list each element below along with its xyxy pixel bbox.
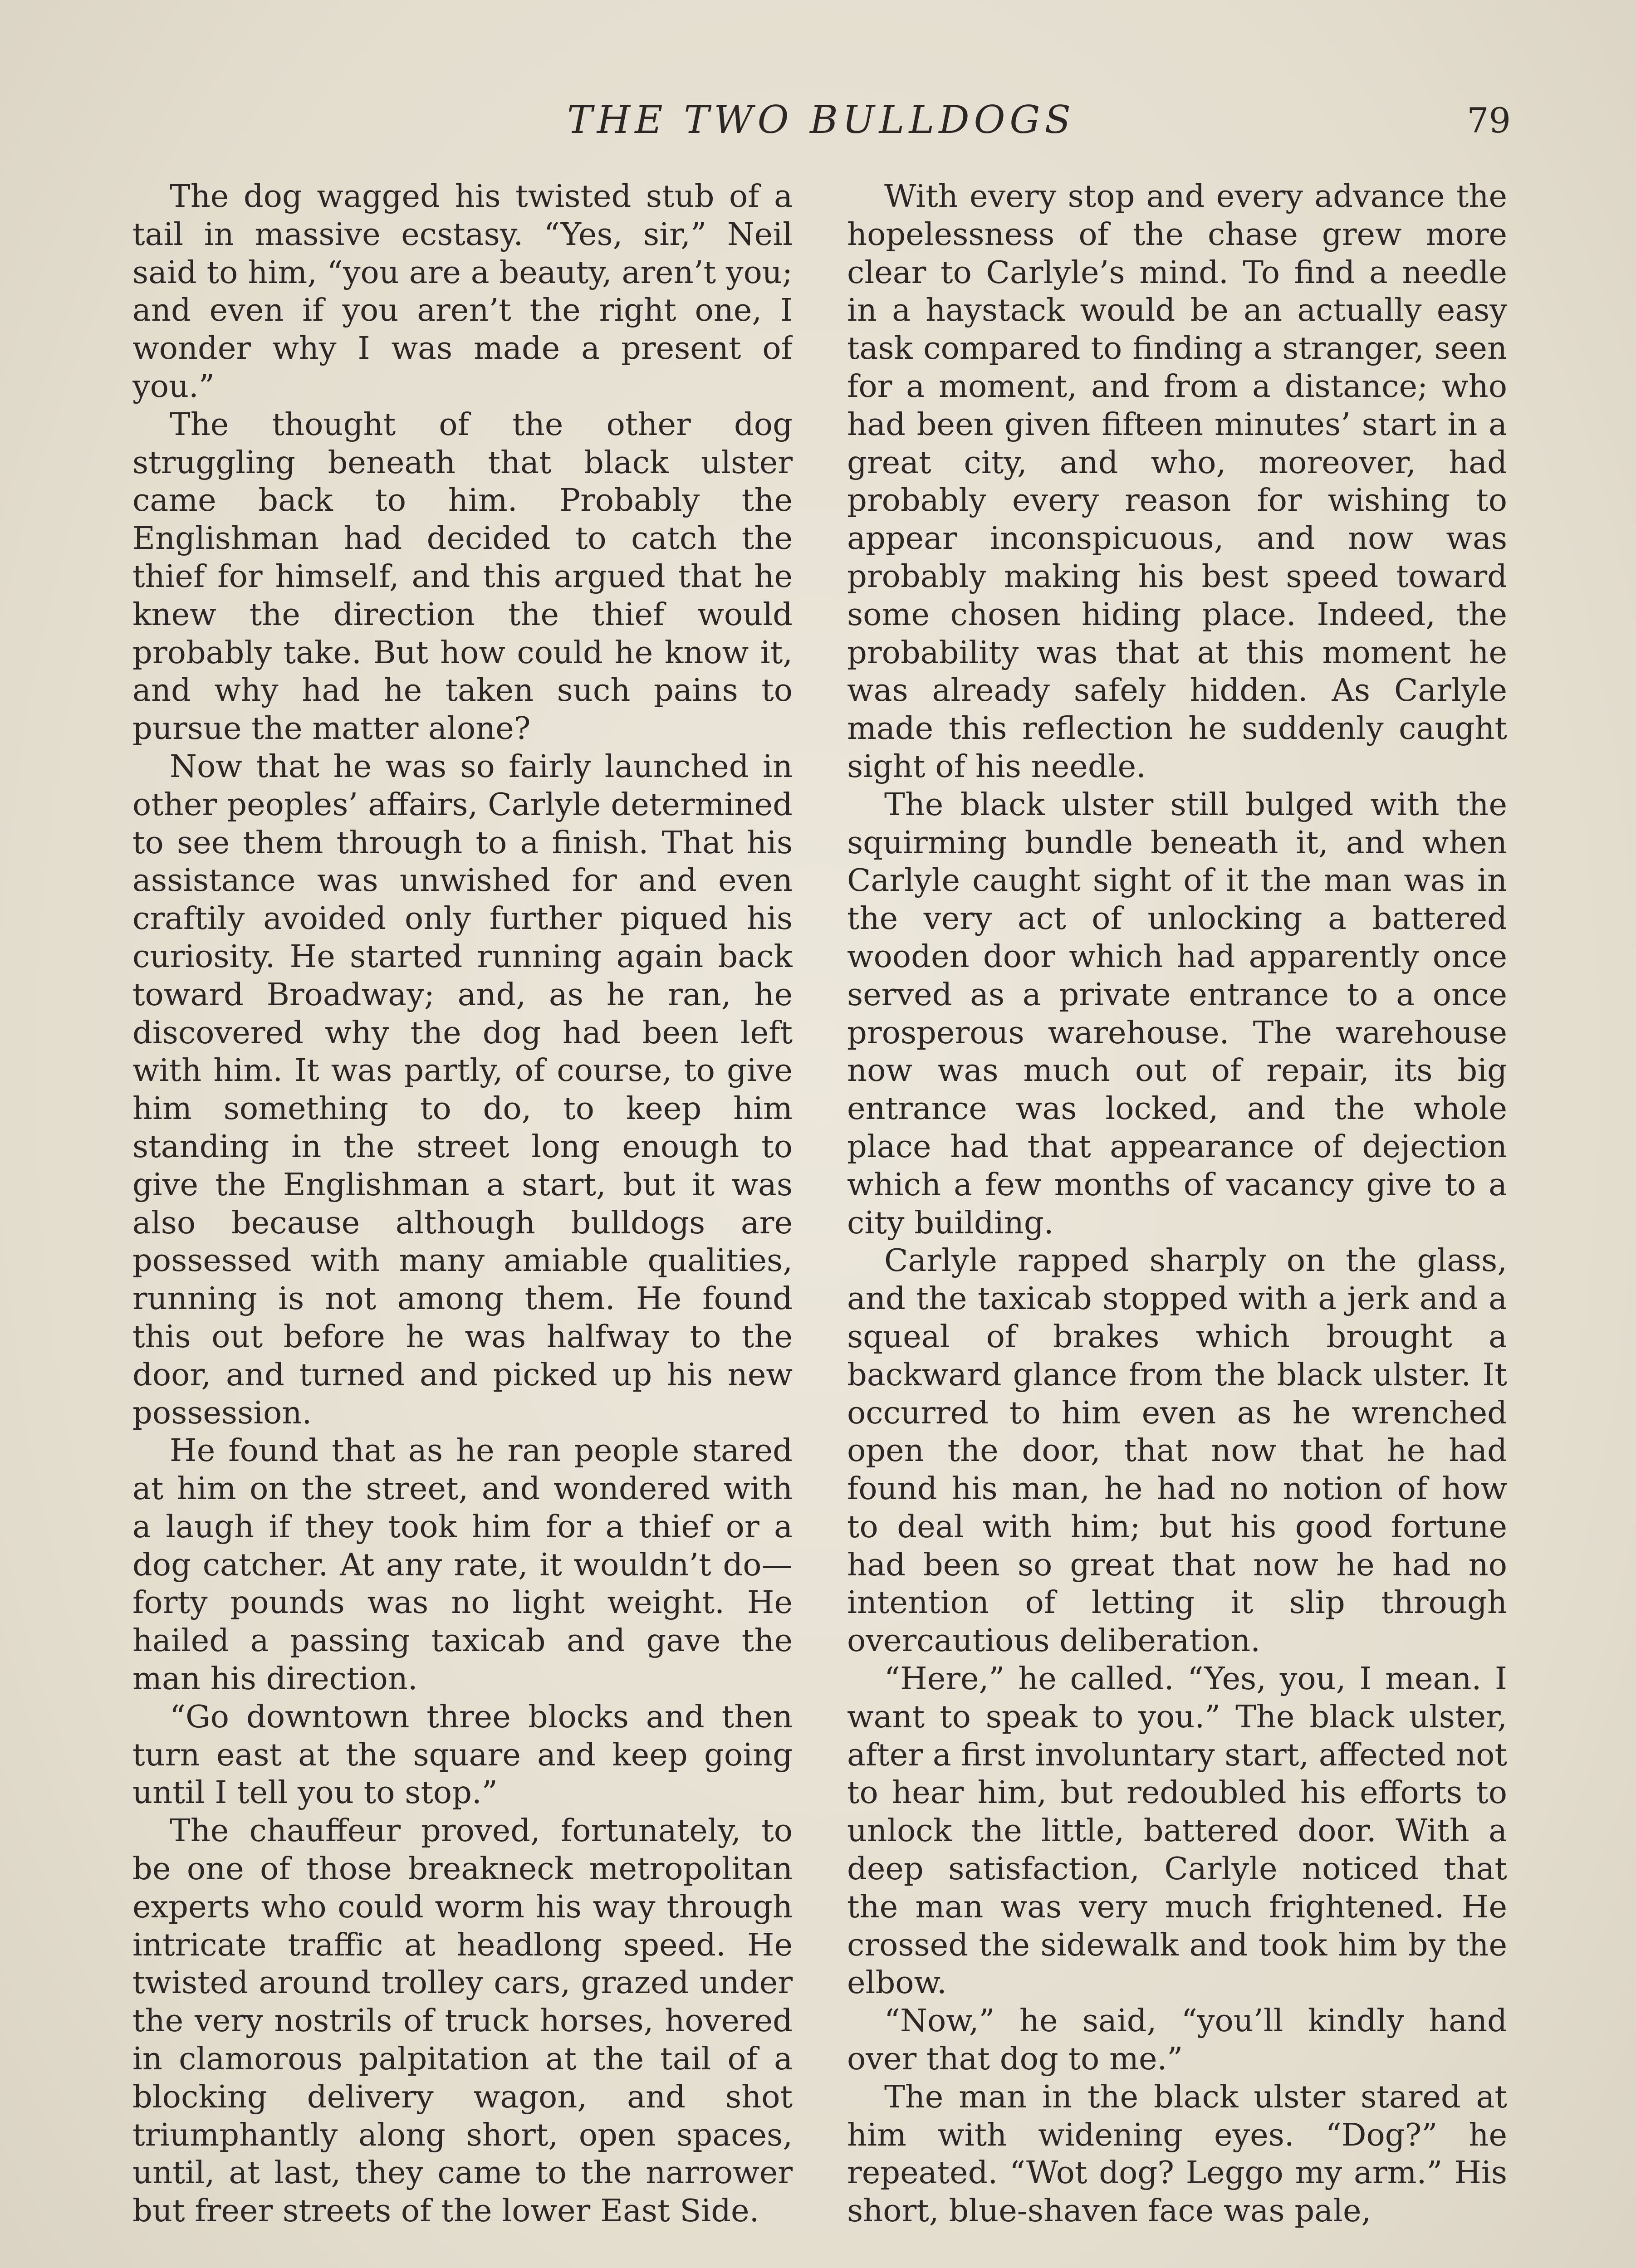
paragraph: The black ulster still bulged with the squirming bundle beneath it, and when Carlyle caught sight of it the man was in the very act of unlocking a battered wooden door which had apparently once served as a private entrance to a once prosperous warehouse. The warehouse now was much out of repair, its big entrance was locked, and the whole place had that appearance of dejection which a few months of vacancy give to a city building. (847, 786, 1507, 1241)
paragraph: With every stop and every advance the hopelessness of the chase grew more clear to Carlyle’s mind. To find a needle in a haystack would be an actually easy task compared to finding a stranger, seen for a moment, and from a distance; who had been given fifteen minutes’ start in a great city, and who, moreover, had probably every reason for wishing to appear inconspicuous, and now was probably making his best speed toward some chosen hiding place. Indeed, the probability was that at this moment he was already safely hidden. As Carlyle made this reflection he suddenly caught sight of his needle. (847, 178, 1507, 785)
paragraph: “Here,” he called. “Yes, you, I mean. I want to speak to you.” The black ulster, after a first involuntary start, affected not to hear him, but redoubled his efforts to unlock the little, battered door. With a deep satisfaction, Carlyle noticed that the man was very much frightened. He crossed the sidewalk and took him by the elbow. (847, 1661, 1507, 2001)
paragraph: He found that as he ran people stared at him on the street, and wondered with a laugh if they took him for a thief or a dog catcher. At any rate, it wouldn’t do—forty pounds was no light weight. He hailed a passing taxicab and gave the man his direction. (132, 1432, 793, 1697)
paragraph: The chauffeur proved, fortunately, to be one of those breakneck metropolitan experts who could worm his way through intricate traffic at headlong speed. He twisted around trolley cars, grazed under the very nostrils of truck horses, hovered in clamorous palpitation at the tail of a blocking delivery wagon, and shot triumphantly along short, open spaces, until, at last, they came to the narrower but freer streets of the lower East Side. (132, 1813, 793, 2229)
running-title: THE TWO BULLDOGS (567, 98, 1076, 142)
page-header (132, 98, 1511, 152)
page-number: 79 (1467, 100, 1511, 141)
paragraph: Now that he was so fairly launched in other peoples’ affairs, Carlyle determined to see them through to a finish. That his assistance was unwished for and even craftily avoided only further piqued his curiosity. He started running again back toward Broadway; and, as he ran, he discovered why the dog had been left with him. It was partly, of course, to give him something to do, to keep him standing in the street long enough to give the Englishman a start, but it was also because although bulldogs are possessed with many amiable qualities, running is not among them. He found this out before he was halfway to the door, and turned and picked up his new possession. (132, 748, 793, 1431)
paragraph: The thought of the other dog struggling beneath that black ulster came back to him. Probably the Englishman had decided to catch the thief for himself, and this argued that he knew the direction the thief would probably take. But how could he know it, and why had he taken such pains to pursue the matter alone? (132, 406, 793, 747)
paragraph: “Go downtown three blocks and then turn east at the square and keep going until I tell you to stop.” (132, 1698, 793, 1811)
paragraph: “Now,” he said, “you’ll kindly hand over that dog to me.” (847, 2003, 1507, 2077)
paragraph: The man in the black ulster stared at him with widening eyes. “Dog?” he repeated. “Wot dog? Leggo my arm.” His short, blue-shaven face was pale, (847, 2078, 1507, 2229)
paragraph: The dog wagged his twisted stub of a tail in massive ecstasy. “Yes, sir,” Neil said to him, “you are a beauty, aren’t you; and even if you aren’t the right one, I wonder why I was made a present of you.” (132, 178, 793, 405)
right-column (847, 178, 1507, 2268)
left-column (132, 178, 793, 2268)
text-columns (132, 178, 1507, 2268)
paragraph: Carlyle rapped sharply on the glass, and the taxicab stopped with a jerk and a squeal of brakes which brought a backward glance from the black ulster. It occurred to him even as he wrenched open the door, that now that he had found his man, he had no notion of how to deal with him; but his good fortune had been so great that now he had no intention of letting it slip through overcautious deliberation. (847, 1242, 1507, 1659)
